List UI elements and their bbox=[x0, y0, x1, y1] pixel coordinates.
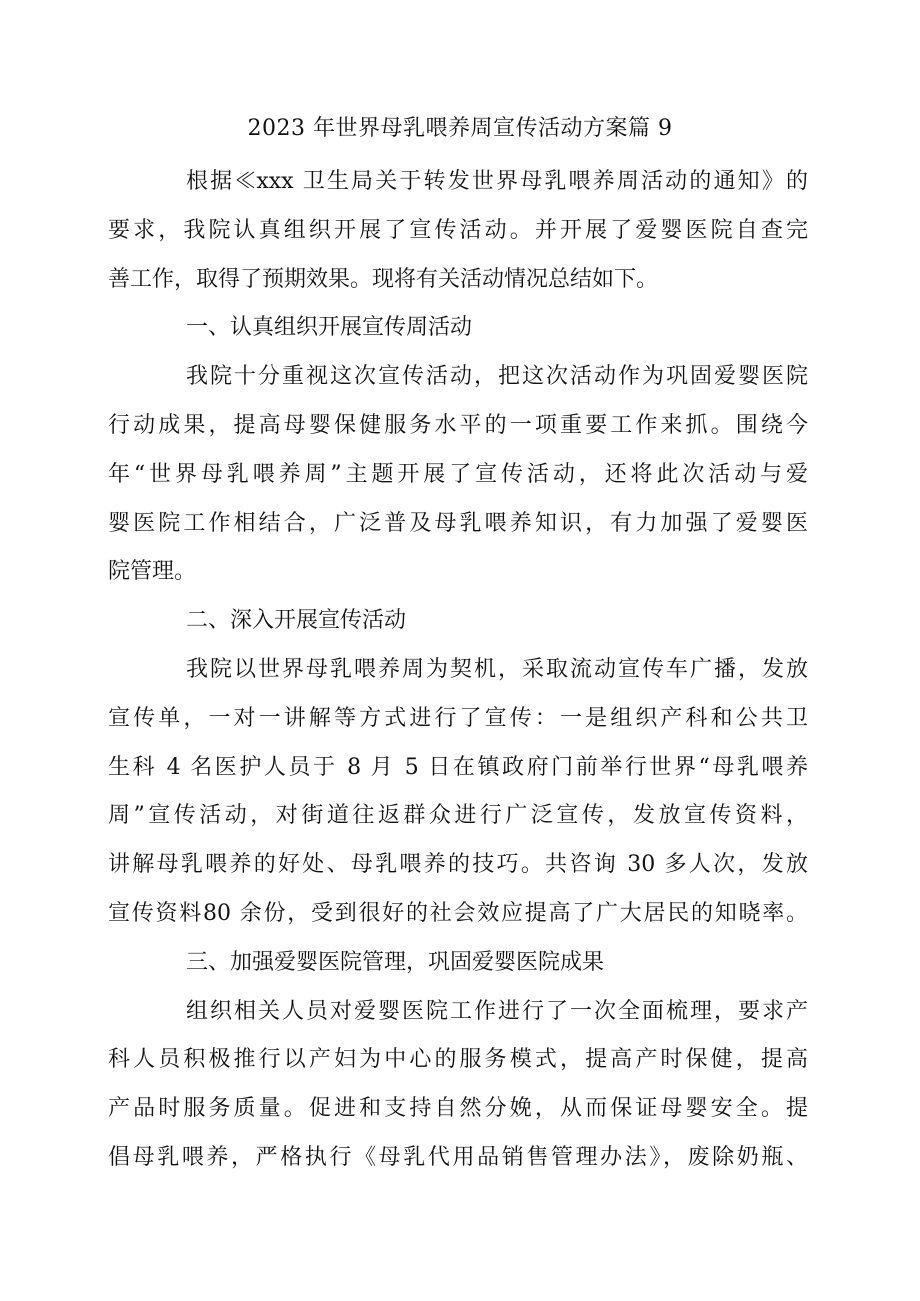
paragraph-line: 院管理。 bbox=[108, 559, 197, 584]
paragraph-line: 宣传单，一对一讲解等方式进行了宣传：一是组织产科和公共卫 bbox=[108, 706, 808, 731]
paragraph-line: 行动成果，提高母婴保健服务水平的一项重要工作来抓。围绕今 bbox=[108, 413, 808, 438]
paragraph-line: 我院以世界母乳喂养周为契机，采取流动宣传车广播，发放 bbox=[186, 657, 808, 682]
paragraph-line: 我院十分重视这次宣传活动，把这次活动作为巩固爱婴医院 bbox=[186, 364, 808, 389]
paragraph-line: 宣传资料80 余份，受到很好的社会效应提高了广大居民的知晓率。 bbox=[108, 901, 808, 926]
paragraph-line: 产品时服务质量。促进和支持自然分娩，从而保证母婴安全。提 bbox=[108, 1096, 808, 1121]
section-heading: 一、认真组织开展宣传周活动 bbox=[186, 315, 473, 340]
paragraph-line: 科人员积极推行以产妇为中心的服务模式，提高产时保健，提高 bbox=[108, 1047, 808, 1072]
page-title: 2023 年世界母乳喂养周宣传活动方案篇 9 bbox=[247, 116, 673, 141]
paragraph-line: 要求，我院认真组织开展了宣传活动。并开展了爱婴医院自查完 bbox=[108, 218, 808, 243]
paragraph-line: 讲解母乳喂养的好处、母乳喂养的技巧。共咨询 30 多人次，发放 bbox=[108, 852, 808, 877]
paragraph-line: 善工作，取得了预期效果。现将有关活动情况总结如下。 bbox=[108, 267, 659, 292]
paragraph-line: 倡母乳喂养，严格执行《母乳代用品销售管理办法》，废除奶瓶、 bbox=[108, 1145, 808, 1170]
section-heading: 三、加强爱婴医院管理，巩固爱婴医院成果 bbox=[186, 950, 605, 975]
paragraph-line: 年“世界母乳喂养周”主题开展了宣传活动，还将此次活动与爱 bbox=[108, 462, 808, 487]
paragraph-line: 组织相关人员对爱婴医院工作进行了一次全面梳理，要求产 bbox=[186, 999, 808, 1024]
paragraph-line: 婴医院工作相结合，广泛普及母乳喂养知识，有力加强了爱婴医 bbox=[108, 511, 808, 536]
paragraph-line: 周”宣传活动，对街道往返群众进行广泛宣传，发放宣传资料， bbox=[108, 803, 808, 828]
section-heading: 二、深入开展宣传活动 bbox=[186, 608, 407, 633]
paragraph-line: 根据≪xxx 卫生局关于转发世界母乳喂养周活动的通知》的 bbox=[186, 169, 808, 194]
paragraph-line: 生科 4 名医护人员于 8 月 5 日在镇政府门前举行世界“母乳喂养 bbox=[108, 755, 808, 780]
